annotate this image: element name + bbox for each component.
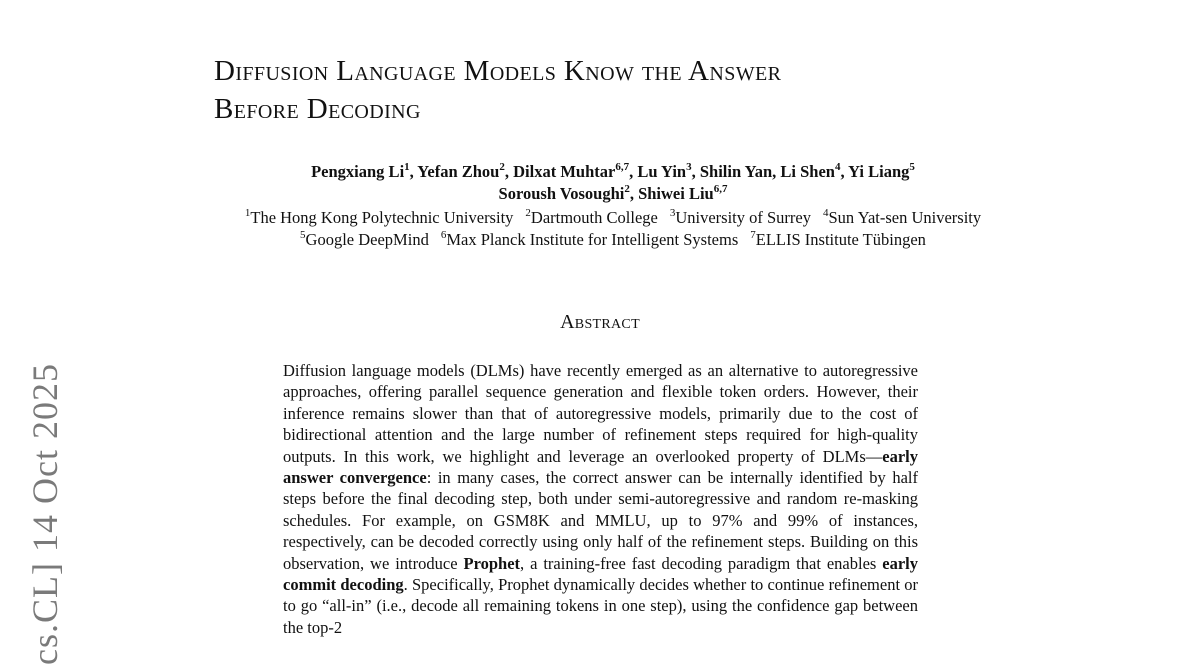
author-affiliation-marker: 5 <box>909 160 915 173</box>
author-name: Yefan Zhou <box>417 162 500 181</box>
affiliation-name: ELLIS Institute Tübingen <box>755 230 926 249</box>
affiliation-name: Max Planck Institute for Intelligent Systems <box>446 230 739 249</box>
author-name: Pengxiang Li <box>311 162 405 181</box>
affiliation-name: University of Surrey <box>675 208 811 227</box>
affiliation-marker: 2 <box>525 206 531 219</box>
affiliation-line-2 <box>0 229 1200 251</box>
author-name: Lu Yin <box>637 162 687 181</box>
author-name: Dilxat Muhtar <box>513 162 616 181</box>
paper-title-line-2: Before Decoding <box>214 93 421 125</box>
author-line-1 <box>0 161 1200 183</box>
author-separator: , <box>629 184 634 203</box>
affiliation-marker: 4 <box>823 206 829 219</box>
author-separator: , <box>691 162 696 181</box>
author-affiliation-marker: 2 <box>624 182 630 195</box>
arxiv-stamp: cs.CL] 14 Oct 2025 <box>25 363 65 665</box>
author-affiliation-marker: 6,7 <box>615 160 630 173</box>
affiliation-name: The Hong Kong Polytechnic University <box>250 208 514 227</box>
author-affiliation-marker: 6,7 <box>713 182 728 195</box>
abstract-emphasis: early answer convergence <box>283 446 918 488</box>
abstract-text: : in many cases, the correct answer can be internally identified by half steps before the final decoding step, both under semi-autoregressive and random re-masking schedules. For example, on GSM8K and MMLU, up to 97% and 99% of instances, respectively, can be decoded correctly using only half of the refinement steps. Building on this observation, we introduce <box>283 468 918 573</box>
author-list <box>0 161 1200 205</box>
affiliation-name: Sun Yat-sen University <box>828 208 982 227</box>
abstract-text: . Specifically, Prophet dynamically decides whether to continue refinement or to go “all-in” (i.e., decode all remaining tokens in one step), using the confidence gap between the top-2 <box>283 575 919 637</box>
author-affiliation-marker: 1 <box>404 160 410 173</box>
affiliation-marker: 7 <box>750 228 756 241</box>
author-separator: , <box>629 162 634 181</box>
affiliation-marker: 1 <box>244 206 251 219</box>
affiliation-marker: 5 <box>300 228 306 241</box>
affiliation-list <box>0 207 1200 251</box>
author-affiliation-marker: 3 <box>686 160 692 173</box>
abstract-text: Diffusion language models (DLMs) have recently emerged as an alternative to autoregressive approaches, offering parallel sequence generation and flexible token orders. However, their inference remains slower than that of autoregressive models, primarily due to the cost of bidirectional attention and the large number of refinement steps required for high-quality outputs. In this work, we highlight and leverage an overlooked property of DLMs— <box>283 361 918 466</box>
author-name: Soroush Vosoughi <box>498 184 625 203</box>
paper-title <box>214 52 1034 128</box>
author-separator: , <box>840 162 845 181</box>
author-name: Yi Liang <box>848 162 910 181</box>
abstract-emphasis: Prophet <box>463 553 521 573</box>
affiliation-line-1 <box>0 207 1200 229</box>
paper-title-line-1: Diffusion Language Models Know the Answer <box>214 55 782 87</box>
author-name: Shiwei Liu <box>638 184 714 203</box>
author-separator: , <box>504 162 509 181</box>
affiliation-marker: 3 <box>669 206 676 219</box>
author-affiliation-marker: 4 <box>834 160 841 173</box>
affiliation-name: Google DeepMind <box>305 230 429 249</box>
author-line-2 <box>0 183 1200 205</box>
abstract-heading: Abstract <box>560 311 640 333</box>
author-affiliation-marker: 2 <box>499 160 505 173</box>
abstract-emphasis: early commit decoding <box>283 553 919 595</box>
abstract-body <box>283 360 918 638</box>
affiliation-marker: 6 <box>440 228 447 241</box>
abstract-text: , a training-free fast decoding paradigm that enables <box>520 553 883 573</box>
author-name: Shilin Yan, Li Shen <box>699 162 835 181</box>
author-separator: , <box>409 162 414 181</box>
affiliation-name: Dartmouth College <box>530 208 658 227</box>
